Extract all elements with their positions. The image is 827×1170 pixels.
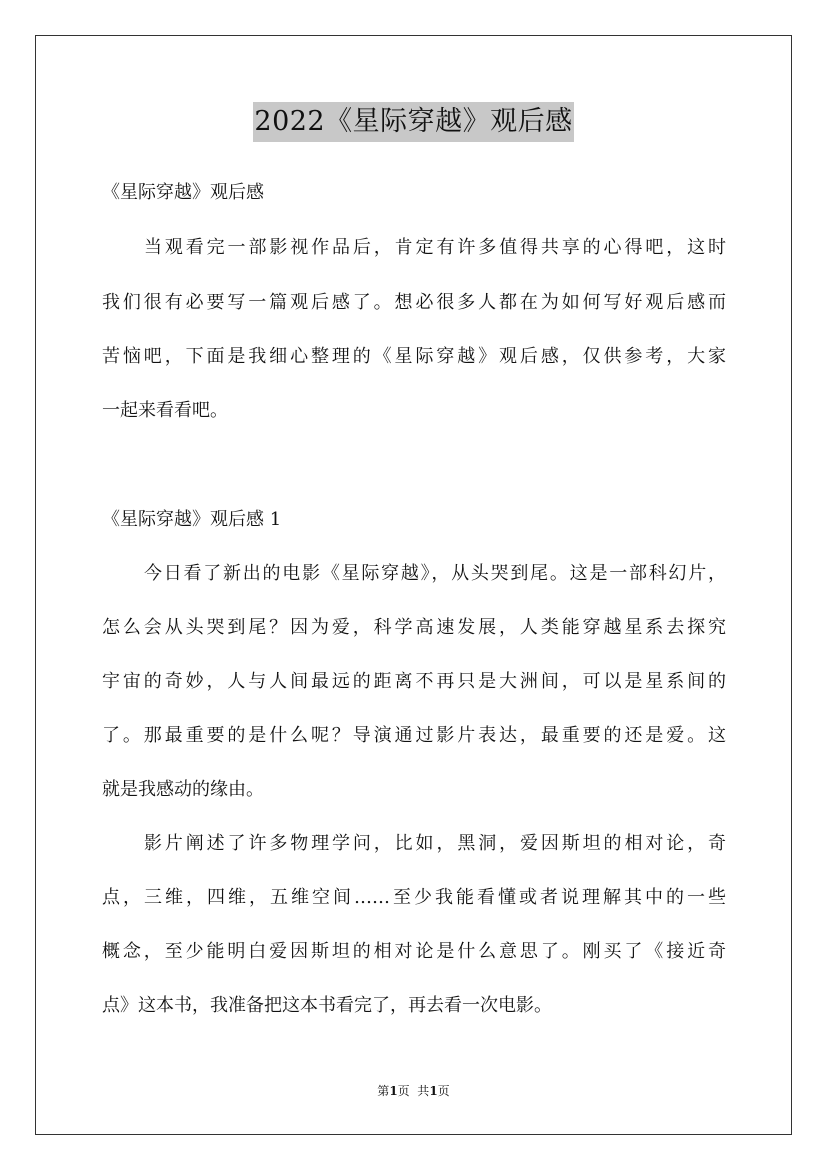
intro-line-4: 一起来看看吧。: [102, 400, 228, 421]
section1-heading: 《星际穿越》观后感 1: [102, 509, 282, 530]
para2-line-4: 点》这本书，我准备把这本书看完了，再去看一次电影。: [102, 995, 552, 1016]
page-footer: [0, 1083, 827, 1099]
intro-line-1: 当观看完一部影视作品后，肯定有许多值得共享的心得吧，这时: [144, 237, 726, 258]
para1-line-3: 宇宙的奇妙，人与人间最远的距离不再只是大洲间，可以是星系间的: [102, 671, 726, 692]
subtitle: 《星际穿越》观后感: [102, 182, 264, 203]
footer-mid: 页 共: [397, 1084, 430, 1098]
footer-page-total: 1: [429, 1084, 438, 1098]
para2-line-3: 概念，至少能明白爱因斯坦的相对论是什么意思了。刚买了《接近奇: [102, 941, 726, 962]
para2-line-1: 影片阐述了许多物理学问，比如，黑洞，爱因斯坦的相对论，奇: [144, 833, 726, 854]
footer-prefix: 第: [377, 1084, 390, 1098]
para1-line-2: 怎么会从头哭到尾？因为爱，科学高速发展，人类能穿越星系去探究: [102, 617, 726, 638]
para1-line-4: 了。那最重要的是什么呢？导演通过影片表达，最重要的还是爱。这: [102, 725, 726, 746]
intro-line-3: 苦恼吧，下面是我细心整理的《星际穿越》观后感，仅供参考，大家: [102, 346, 726, 367]
para1-line-5: 就是我感动的缘由。: [102, 779, 264, 800]
title-container: [0, 102, 827, 142]
document-title: 2022《星际穿越》观后感: [253, 102, 573, 142]
intro-line-2: 我们很有必要写一篇观后感了。想必很多人都在为如何写好观后感而: [102, 292, 726, 313]
para1-line-1: 今日看了新出的电影《星际穿越》，从头哭到尾。这是一部科幻片，: [144, 563, 726, 584]
para2-line-2: 点，三维，四维，五维空间……至少我能看懂或者说理解其中的一些: [102, 887, 726, 908]
footer-page-num: 1: [389, 1084, 398, 1098]
footer-suffix: 页: [437, 1084, 450, 1098]
